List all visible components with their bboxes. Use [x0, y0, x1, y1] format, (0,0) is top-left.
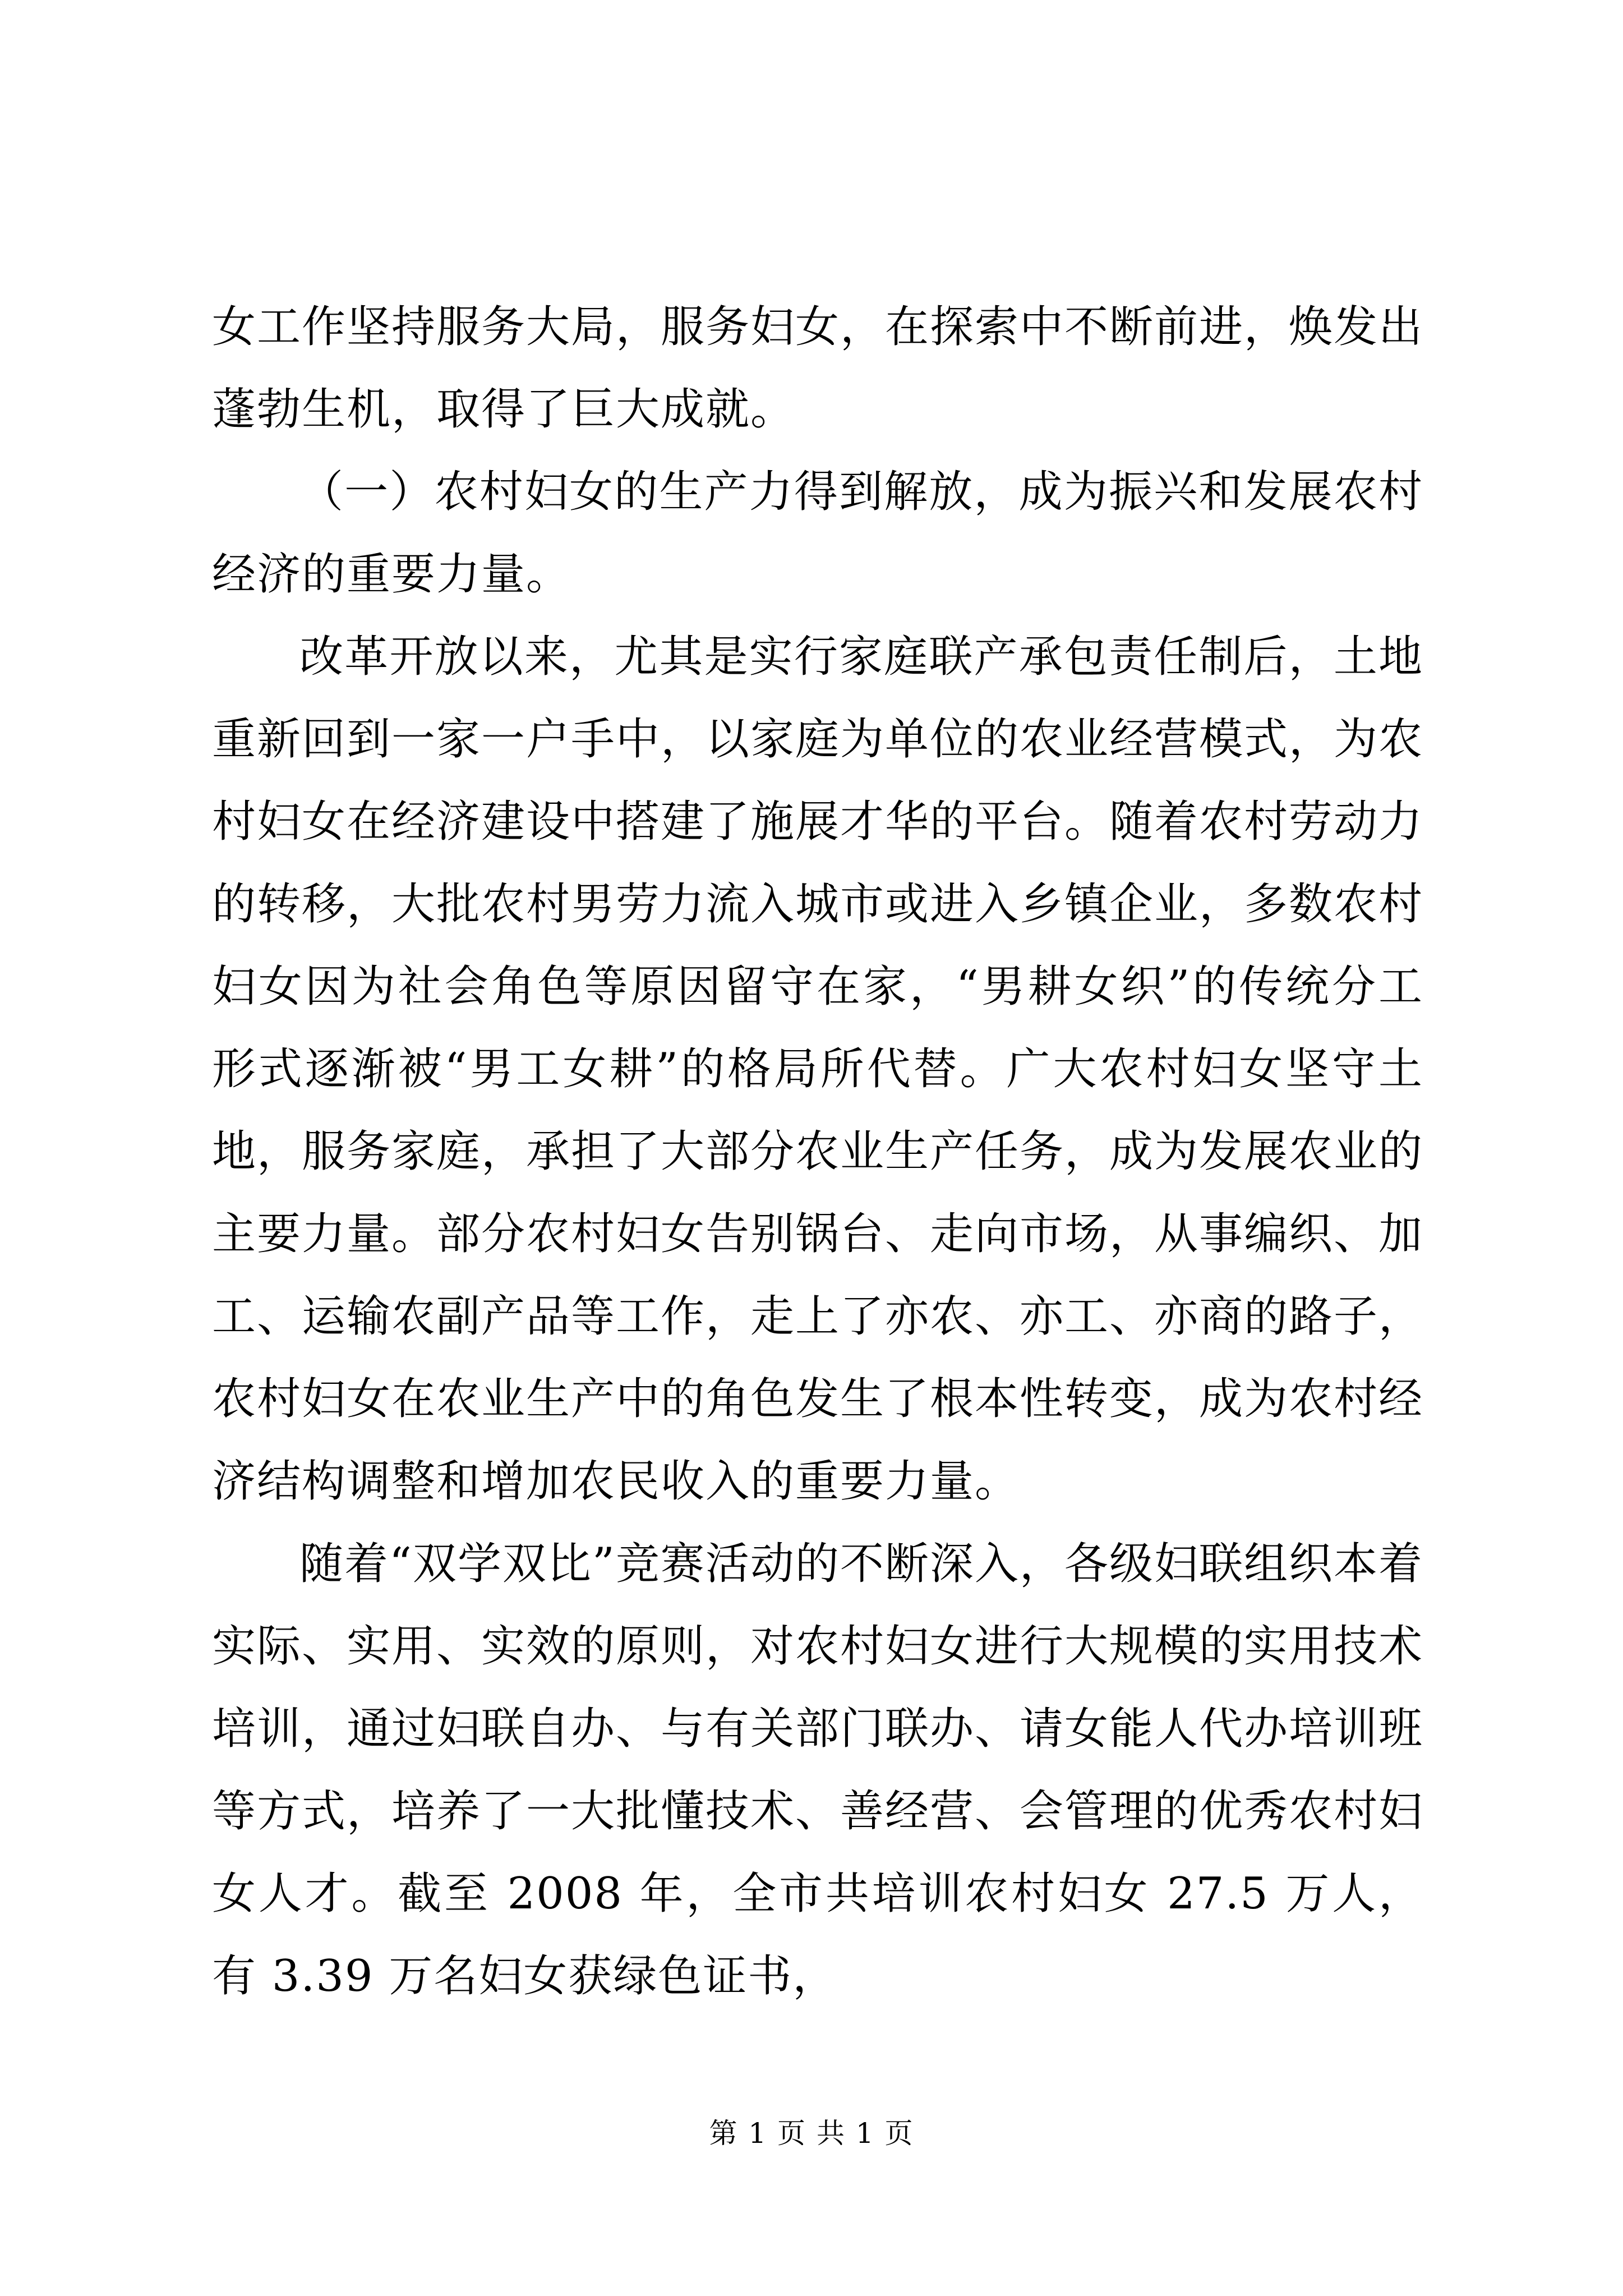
- paragraph-reform-opening: 改革开放以来，尤其是实行家庭联产承包责任制后，土地重新回到一家一户手中，以家庭为单位的农业经营模式，为农村妇女在经济建设中搭建了施展才华的平台。随着农村劳动力的转移，大批农村男劳力流入城市或进入乡镇企业，多数农村妇女因为社会角色等原因留守在家，“男耕女织”的传统分工形式逐渐被“男工女耕”的格局所代替。广大农村妇女坚守土地，服务家庭，承担了大部分农业生产任务，成为发展农业的主要力量。部分农村妇女告别锅台、走向市场，从事编织、加工、运输农副产品等工作，走上了亦农、亦工、亦商的路子，农村妇女在农业生产中的角色发生了根本性转变，成为农村经济结构调整和增加农民收入的重要力量。: [212, 632, 1424, 1507]
- paragraph-intro-continuation: 女工作坚持服务大局，服务妇女，在探索中不断前进，焕发出蓬勃生机，取得了巨大成就。: [212, 302, 1424, 435]
- section-heading-rural-women-productivity: （一）农村妇女的生产力得到解放，成为振兴和发展农村经济的重要力量。: [212, 467, 1423, 600]
- page-footer: 第 1 页 共 1 页: [709, 2117, 914, 2150]
- document-body: [212, 286, 1423, 2018]
- paragraph-double-learning-competition: 随着“双学双比”竞赛活动的不断深入，各级妇联组织本着实际、实用、实效的原则，对农村妇女进行大规模的实用技术培训，通过妇联自办、与有关部门联办、请女能人代办培训班等方式，培养了一大批懂技术、善经营、会管理的优秀农村妇女人才。截至 2008 年，全市共培训农村妇女 27.5 万人，有 3.39 万名妇女获绿色证书，: [212, 1539, 1424, 2001]
